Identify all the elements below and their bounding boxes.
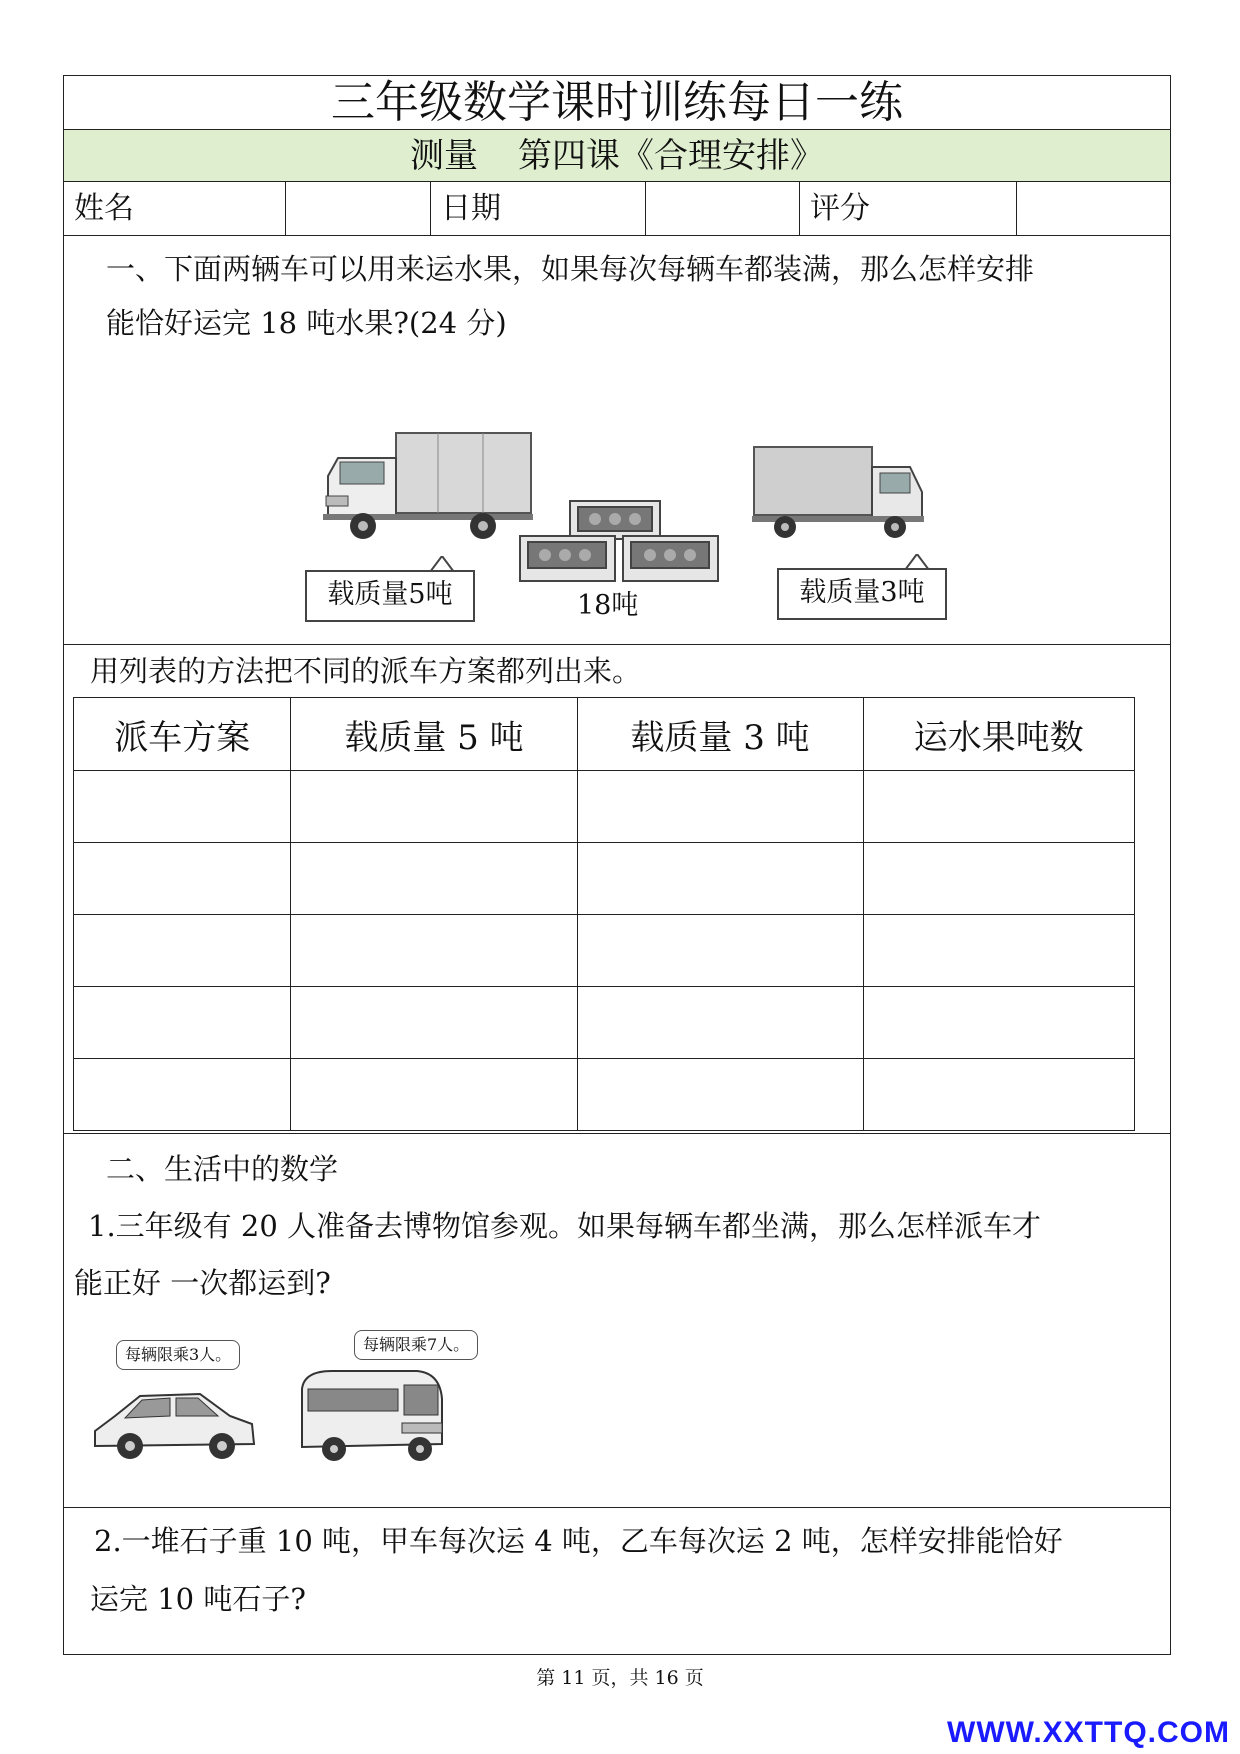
table-row bbox=[74, 843, 1135, 915]
question-1-line2: 能恰好运完 18 吨水果?(24 分) bbox=[106, 306, 507, 340]
table-cell[interactable] bbox=[74, 1059, 291, 1131]
table-cell[interactable] bbox=[291, 843, 577, 915]
table-cell[interactable] bbox=[74, 843, 291, 915]
section-3 bbox=[64, 1508, 1170, 1656]
truck-5t-label: 载质量5吨 bbox=[305, 570, 475, 622]
table-cell[interactable] bbox=[291, 915, 577, 987]
truck-3t-illustration bbox=[750, 442, 930, 542]
student-info-row bbox=[64, 182, 1170, 236]
fruit-weight-label: 18吨 bbox=[577, 590, 639, 621]
date-field[interactable] bbox=[646, 182, 800, 236]
section-2 bbox=[64, 1134, 1170, 1508]
column-header: 载质量 3 吨 bbox=[577, 698, 863, 771]
table-row bbox=[74, 987, 1135, 1059]
table-cell[interactable] bbox=[577, 771, 863, 843]
score-field[interactable] bbox=[1017, 182, 1170, 236]
fruit-boxes-illustration bbox=[515, 496, 725, 596]
table-row bbox=[74, 915, 1135, 987]
question-2-2-line1: 2.一堆石子重 10 吨，甲车每次运 4 吨，乙车每次运 2 吨，怎样安排能恰好 bbox=[94, 1524, 1063, 1558]
column-header: 载质量 5 吨 bbox=[291, 698, 577, 771]
question-1 bbox=[64, 236, 1170, 645]
table-header-row bbox=[74, 698, 1135, 771]
page-number: 第 11 页，共 16 页 bbox=[536, 1667, 704, 1689]
dispatch-plan-table bbox=[73, 697, 1135, 1131]
dispatch-plan-section bbox=[64, 645, 1170, 1134]
table-cell[interactable] bbox=[291, 1059, 577, 1131]
name-field[interactable] bbox=[286, 182, 431, 236]
name-label: 姓名 bbox=[64, 182, 286, 236]
table-cell[interactable] bbox=[74, 987, 291, 1059]
table-row bbox=[74, 1059, 1135, 1131]
truck-5t-illustration bbox=[318, 428, 538, 543]
question-2-1-line2: 能正好 一次都运到? bbox=[74, 1266, 331, 1300]
question-2-1-line1: 1.三年级有 20 人准备去博物馆参观。如果每辆车都坐满，那么怎样派车才 bbox=[88, 1209, 1042, 1243]
table-cell[interactable] bbox=[863, 1059, 1134, 1131]
table-cell[interactable] bbox=[74, 771, 291, 843]
plan-instruction: 用列表的方法把不同的派车方案都列出来。 bbox=[90, 654, 642, 688]
table-cell[interactable] bbox=[74, 915, 291, 987]
table-row bbox=[74, 771, 1135, 843]
question-1-line1: 一、下面两辆车可以用来运水果，如果每次每辆车都装满，那么怎样安排 bbox=[106, 252, 1035, 286]
date-label: 日期 bbox=[431, 182, 646, 236]
worksheet bbox=[63, 75, 1171, 1655]
bus-illustration bbox=[292, 1359, 452, 1469]
table-cell[interactable] bbox=[577, 843, 863, 915]
truck-3t-label: 载质量3吨 bbox=[777, 568, 947, 620]
table-cell[interactable] bbox=[863, 987, 1134, 1059]
table-cell[interactable] bbox=[577, 987, 863, 1059]
car-capacity-bubble: 每辆限乘3人。 bbox=[116, 1340, 240, 1370]
table-cell[interactable] bbox=[863, 915, 1134, 987]
table-cell[interactable] bbox=[291, 771, 577, 843]
table-cell[interactable] bbox=[863, 843, 1134, 915]
subtitle-lesson: 第四课《合理安排》 bbox=[518, 136, 824, 176]
column-header: 运水果吨数 bbox=[863, 698, 1134, 771]
bus-capacity-bubble: 每辆限乘7人。 bbox=[354, 1330, 478, 1360]
car-illustration bbox=[90, 1376, 260, 1466]
page-title: 三年级数学课时训练每日一练 bbox=[64, 76, 1170, 130]
score-label: 评分 bbox=[800, 182, 1017, 236]
section-2-heading: 二、生活中的数学 bbox=[106, 1152, 339, 1186]
column-header: 派车方案 bbox=[74, 698, 291, 771]
subtitle-unit: 测量 bbox=[410, 136, 478, 176]
table-cell[interactable] bbox=[577, 915, 863, 987]
site-watermark: WWW.XXTTQ.COM bbox=[947, 1716, 1230, 1749]
table-cell[interactable] bbox=[863, 771, 1134, 843]
lesson-subtitle bbox=[64, 130, 1170, 182]
question-2-2-line2: 运完 10 吨石子? bbox=[90, 1582, 306, 1616]
table-cell[interactable] bbox=[577, 1059, 863, 1131]
table-cell[interactable] bbox=[291, 987, 577, 1059]
